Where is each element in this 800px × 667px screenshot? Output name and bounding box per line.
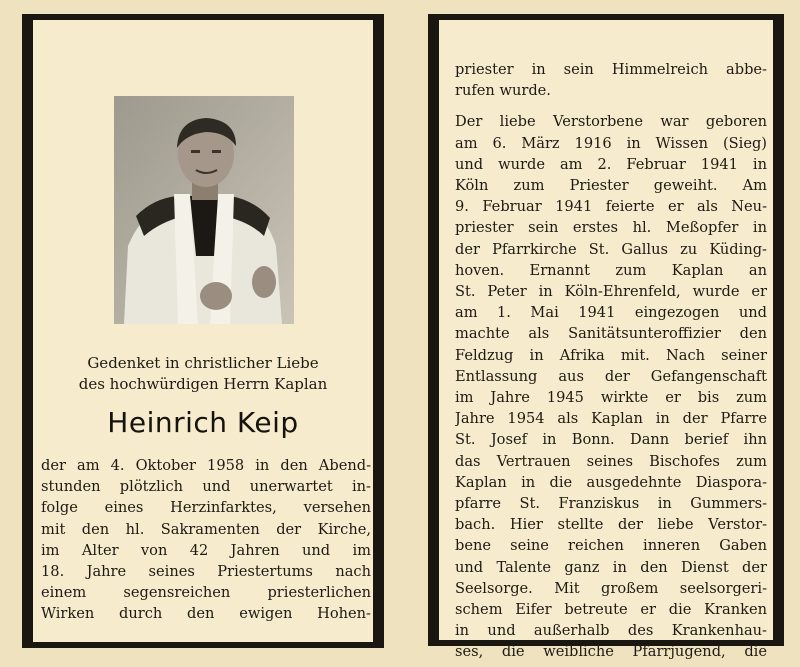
text-line: St. Peter in Köln-Ehrenfeld, wurde er xyxy=(455,283,767,301)
text-line: Kaplan in die ausgedehnte Diaspora- xyxy=(455,473,767,491)
text-line: hoven. Ernannt zum Kaplan an xyxy=(455,261,767,279)
text-line: priester in sein Himmelreich abbe- xyxy=(455,61,767,78)
text-line: machte als Sanitätsunteroffizier den xyxy=(455,325,767,343)
text-line: der am 4. Oktober 1958 in den Abend- xyxy=(41,457,371,474)
remembrance-intro xyxy=(33,353,373,395)
text-line: Feldzug in Afrika mit. Nach seiner xyxy=(455,346,767,364)
right-body-text xyxy=(455,59,767,663)
deceased-name: Heinrich Keip xyxy=(107,406,299,439)
text-line: bene seine reichen inneren Gaben xyxy=(455,537,767,555)
text-line: priester sein erstes hl. Meßopfer in xyxy=(455,219,767,237)
text-line: einem segensreichen priesterlichen xyxy=(41,584,371,602)
text-line: im Jahre 1945 wirkte er bis zum xyxy=(455,389,767,407)
text-line: Köln zum Priester geweiht. Am xyxy=(455,177,767,195)
text-line: St. Josef in Bonn. Dann berief ihn xyxy=(455,431,767,449)
text-line: pfarre St. Franziskus in Gummers- xyxy=(455,495,767,513)
text-line: das Vertrauen seines Bischofes zum xyxy=(455,452,767,470)
right-card-page xyxy=(428,14,784,661)
portrait-photo xyxy=(114,96,294,324)
text-line: Seelsorge. Mit großem seelsorgeri- xyxy=(455,579,767,597)
text-line: ses, die weibliche Pfarrjugend, die xyxy=(455,643,767,661)
text-line: und Talente ganz in den Dienst der xyxy=(455,558,767,576)
text-line: Entlassung aus der Gefangenschaft xyxy=(455,367,767,385)
text-line: in und außerhalb des Krankenhau- xyxy=(455,622,767,640)
text-line: 9. Februar 1941 feierte er als Neu- xyxy=(455,198,767,216)
text-line: Der liebe Verstorbene war geboren xyxy=(455,113,767,131)
text-line: mit den hl. Sakramenten der Kirche, xyxy=(41,520,371,538)
text-line: im Alter von 42 Jahren und im xyxy=(41,541,371,559)
text-line: Wirken durch den ewigen Hohen- xyxy=(41,605,371,623)
text-line: bach. Hier stellte der liebe Verstor- xyxy=(455,516,767,534)
text-line: folge eines Herzinfarktes, versehen xyxy=(41,499,371,517)
text-line: der Pfarrkirche St. Gallus zu Küding- xyxy=(455,240,767,258)
left-body-text xyxy=(41,455,371,625)
left-card-page xyxy=(22,14,384,648)
text-line: Jahre 1954 als Kaplan in der Pfarre xyxy=(455,410,767,428)
text-line: rufen wurde. xyxy=(455,82,551,100)
text-line: 18. Jahre seines Priestertums nach xyxy=(41,563,371,581)
intro-line: des hochwürdigen Herrn Kaplan xyxy=(78,375,328,393)
text-line: und wurde am 2. Februar 1941 in xyxy=(455,155,767,173)
text-line: schem Eifer betreute er die Kranken xyxy=(455,601,767,619)
portrait-image xyxy=(114,96,294,324)
paragraph-gap xyxy=(455,101,767,111)
text-line: am 1. Mai 1941 eingezogen und xyxy=(455,304,767,322)
text-line: stunden plötzlich und unerwartet in- xyxy=(41,478,371,496)
text-line: am 6. März 1916 in Wissen (Sieg) xyxy=(455,134,767,152)
intro-line: Gedenket in christlicher Liebe xyxy=(87,354,319,372)
